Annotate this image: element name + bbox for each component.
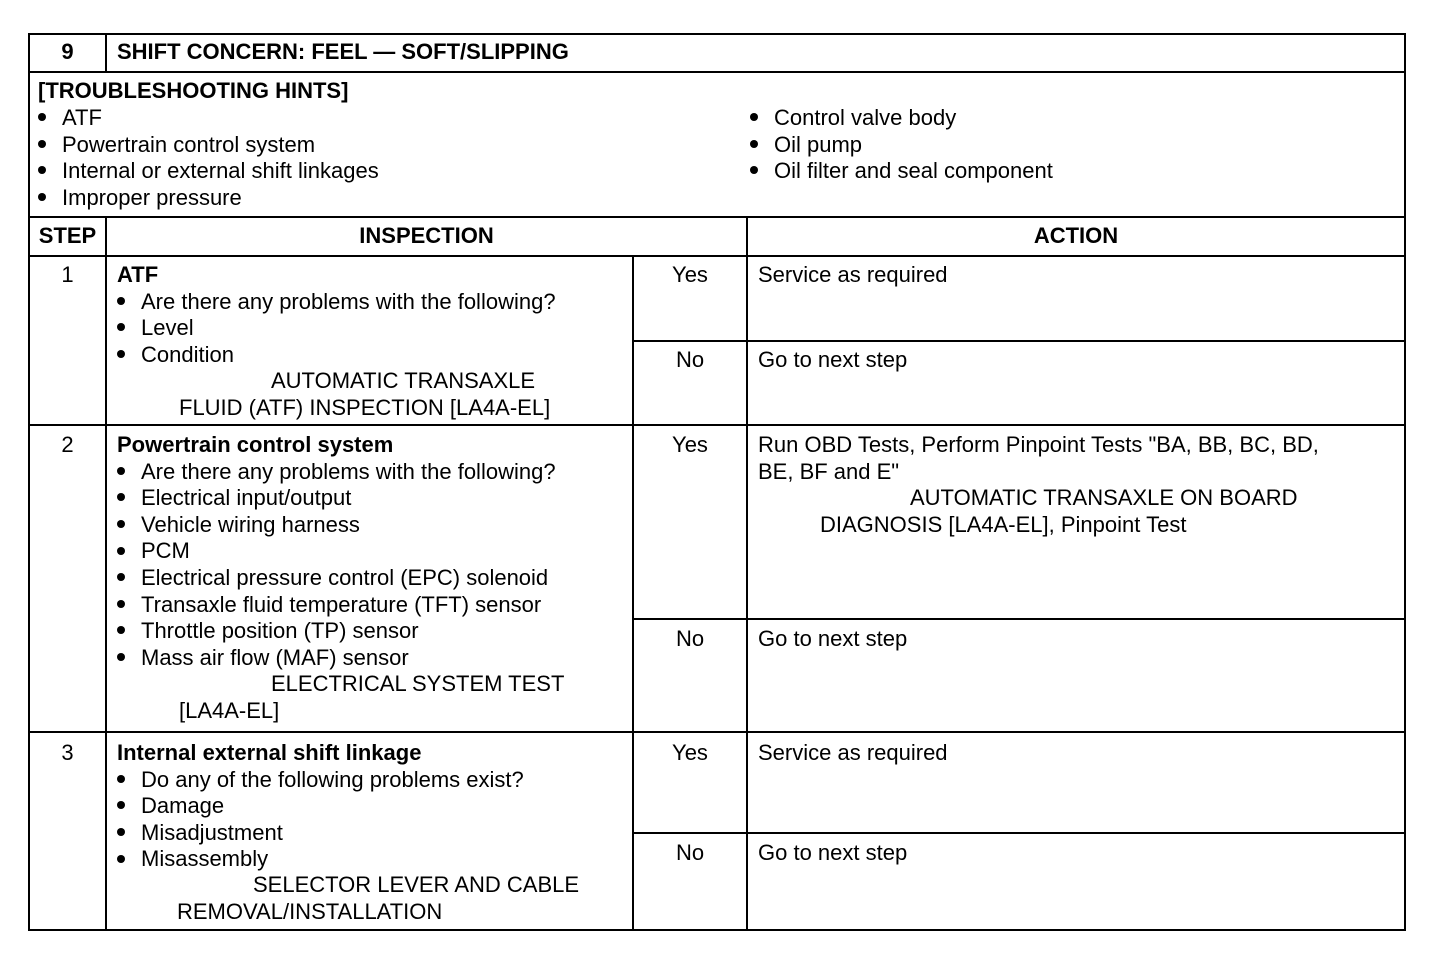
bullet-icon [117,297,125,305]
bullet-icon [38,193,46,201]
hint-item: ATF [38,105,379,132]
hint-item: Improper pressure [38,185,379,212]
reference-line: AUTOMATIC TRANSAXLE [271,368,536,393]
step-title: ATF [117,262,159,287]
bullet-icon [750,140,758,148]
bullet-icon [38,166,46,174]
hint-item: Internal or external shift linkages [38,158,379,185]
step-3-yes-no-divider [632,832,1406,834]
inspection-item: Damage [117,793,524,820]
yes-label: Yes [672,432,708,457]
bullet-icon [750,113,758,121]
step-1-yes-no-divider [632,340,1406,342]
inspection-item: Level [117,315,556,342]
step-inspection [117,432,556,671]
bullet-icon [117,350,125,358]
step-number: 3 [61,740,74,765]
no-action: Go to next step [758,840,908,865]
step-title: Powertrain control system [117,432,394,457]
bullet-icon [117,467,125,475]
header-divider [28,71,1406,73]
bullet-icon [117,653,125,661]
column-header-step: STEP [38,223,97,248]
reference-line: DIAGNOSIS [LA4A-EL], Pinpoint Test [820,511,1187,537]
step-inspection [117,740,524,873]
bullet-icon [117,775,125,783]
inspection-item: Are there any problems with the following? [117,459,556,486]
inspection-item: Electrical pressure control (EPC) solenoid [117,565,556,592]
bullet-icon [117,520,125,528]
action-line: Run OBD Tests, Perform Pinpoint Tests "BA, BB, BC, BD, [758,432,1319,457]
column-header-divider [28,255,1406,257]
reference-line: [LA4A-EL] [179,697,280,723]
reference-link[interactable] [117,368,630,421]
step-2-divider [28,731,1406,733]
column-header-inspection: INSPECTION [359,223,494,248]
bullet-icon [117,828,125,836]
inspection-item: Misadjustment [117,820,524,847]
hint-item: Control valve body [750,105,1053,132]
step-inspection [117,262,556,368]
hints-right-list [750,105,1053,185]
bullet-icon [38,113,46,121]
inspection-item: PCM [117,538,556,565]
inspection-item: Vehicle wiring harness [117,512,556,539]
yes-action [758,432,1319,485]
bullet-icon [117,626,125,634]
bullet-icon [117,547,125,555]
inspection-item: Mass air flow (MAF) sensor [117,645,556,672]
step-title: Internal external shift linkage [117,740,422,765]
inspection-item: Do any of the following problems exist? [117,767,524,794]
bullet-icon [117,855,125,863]
action-column-divider [746,216,748,931]
step-number: 1 [61,262,74,287]
column-header-action: ACTION [1033,223,1119,248]
bullet-icon [117,323,125,331]
hint-item: Oil pump [750,132,1053,159]
bullet-icon [38,140,46,148]
no-label: No [675,626,705,651]
no-action: Go to next step [758,626,908,651]
reference-line: AUTOMATIC TRANSAXLE ON BOARD [910,485,1298,510]
reference-line: REMOVAL/INSTALLATION [177,898,443,924]
reference-line: FLUID (ATF) INSPECTION [LA4A-EL] [179,394,551,420]
reference-link[interactable] [117,671,630,724]
hints-left-list [38,105,379,211]
action-line: BE, BF and E" [758,458,900,484]
inspection-item: Throttle position (TP) sensor [117,618,556,645]
yes-action: Service as required [758,262,948,287]
yes-action: Service as required [758,740,948,765]
inspection-item: Misassembly [117,846,524,873]
reference-link[interactable] [117,872,630,925]
bullet-icon [750,166,758,174]
bullet-icon [117,493,125,501]
yes-label: Yes [672,740,708,765]
bullet-icon [117,573,125,581]
inspection-item: Are there any problems with the following? [117,289,556,316]
step-column-divider [105,216,107,931]
header-number-divider [105,33,107,72]
section-title: SHIFT CONCERN: FEEL — SOFT/SLIPPING [117,39,569,64]
hints-divider [28,216,1406,218]
inspection-item: Electrical input/output [117,485,556,512]
step-1-divider [28,424,1406,426]
bullet-icon [117,801,125,809]
no-label: No [675,840,705,865]
inspection-item: Condition [117,342,556,369]
step-number: 2 [61,432,74,457]
section-number: 9 [61,39,74,64]
no-action: Go to next step [758,347,908,372]
reference-line: ELECTRICAL SYSTEM TEST [271,671,565,696]
reference-link[interactable] [758,485,1398,538]
inspection-item: Transaxle fluid temperature (TFT) sensor [117,592,556,619]
no-label: No [675,347,705,372]
bullet-icon [117,600,125,608]
step-2-yes-no-divider [632,618,1406,620]
hint-item: Oil filter and seal component [750,158,1053,185]
reference-line: SELECTOR LEVER AND CABLE [253,872,580,897]
yes-label: Yes [672,262,708,287]
hint-item: Powertrain control system [38,132,379,159]
hints-heading: [TROUBLESHOOTING HINTS] [38,78,349,103]
